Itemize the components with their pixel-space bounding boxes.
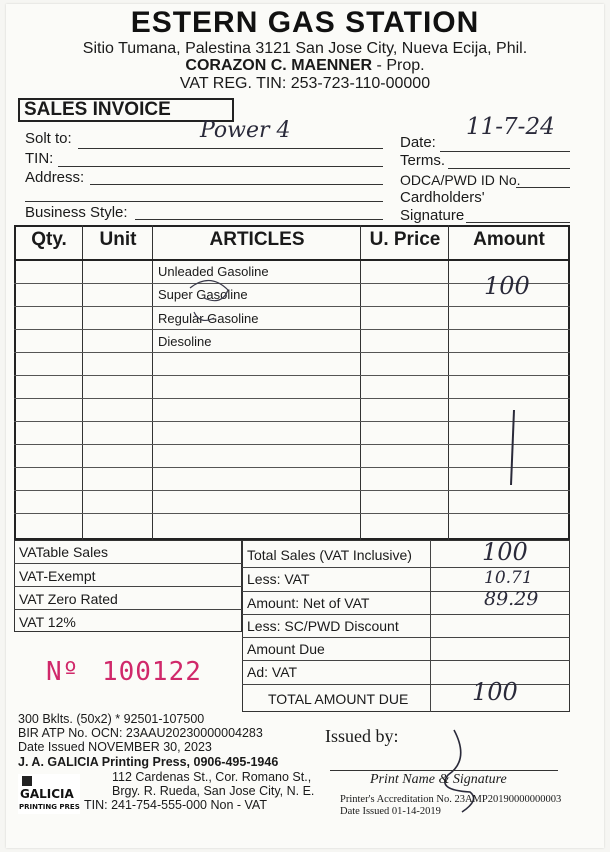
add-vat-label: Ad: VAT <box>247 664 298 680</box>
less-vat-value[interactable]: 10.71 <box>484 568 533 588</box>
terms-label: Terms. <box>400 152 445 169</box>
proprietor-name: CORAZON C. MAENNER <box>185 57 373 74</box>
proprietor-suffix: - Prop. <box>372 57 425 74</box>
vat-zero-rated-label: VAT Zero Rated <box>19 591 118 607</box>
totals-row-line <box>242 660 570 661</box>
vat-reg: VAT REG. TIN: 253-723-110-00000 <box>179 75 431 92</box>
business-style-label: Business Style: <box>25 204 128 221</box>
odca-label: ODCA/PWD ID No. <box>400 172 521 188</box>
vertical-stroke-mark <box>511 410 514 485</box>
printer-address-2: Brgy. R. Rueda, San Jose City, N. E. <box>112 784 315 798</box>
printer-address-1: 112 Cardenas St., Cor. Romano St., <box>112 770 312 784</box>
less-vat-label: Less: VAT <box>247 571 310 587</box>
totals-row-line <box>242 684 570 685</box>
tin-label: TIN: <box>25 150 54 167</box>
date-issued: Date Issued NOVEMBER 30, 2023 <box>18 740 212 754</box>
header-articles: ARTICLES <box>209 229 305 250</box>
bir-atp: BIR ATP No. OCN: 23AAU20230000004283 <box>18 726 263 740</box>
invoice-title: SALES INVOICE <box>18 98 234 122</box>
logo-text-1: GALICIA <box>20 787 74 801</box>
accreditation: Printer's Accreditation No. 23AMP20190000000003 <box>340 794 562 805</box>
totals-row-line <box>242 637 570 638</box>
totals-divider <box>430 540 431 712</box>
header-amount: Amount <box>473 229 545 250</box>
net-of-vat-value[interactable]: 89.29 <box>484 588 539 610</box>
total-amount-due-label: TOTAL AMOUNT DUE <box>268 691 409 707</box>
header-unit-price: U. Price <box>369 229 441 250</box>
totals-row-line <box>242 614 570 615</box>
logo-graphic <box>18 774 80 814</box>
address-label: Address: <box>25 169 85 186</box>
article-super: Super Gasoline <box>158 287 248 302</box>
serial-value: 100122 <box>101 657 202 687</box>
vat-exempt-label: VAT-Exempt <box>19 568 96 584</box>
print-name-label: Print Name & Signature <box>370 772 507 787</box>
sc-pwd-discount-label: Less: SC/PWD Discount <box>247 618 399 634</box>
printer-name: J. A. GALICIA Printing Press, 0906-495-1946 <box>18 755 279 769</box>
header-qty: Qty. <box>31 229 67 250</box>
printer-tin: TIN: 241-754-555-000 Non - VAT <box>84 798 267 812</box>
booklets-info: 300 Bklts. (50x2) * 92501-107500 <box>18 712 205 726</box>
logo-text-2: PRINTING PRESS <box>19 803 80 811</box>
total-amount-due-value[interactable]: 100 <box>472 678 518 706</box>
serial-number <box>46 657 202 687</box>
header-unit: Unit <box>99 229 137 250</box>
printer-logo <box>18 774 78 812</box>
amount-due-label: Amount Due <box>247 641 325 657</box>
date-value[interactable]: 11-7-24 <box>466 114 555 140</box>
serial-prefix: Nº <box>46 657 80 687</box>
article-unleaded: Unleaded Gasoline <box>158 264 269 279</box>
summary-row-line <box>14 586 242 587</box>
sold-to-value[interactable]: Power 4 <box>200 118 291 143</box>
summary-row-line <box>14 563 242 564</box>
total-sales-label: Total Sales (VAT Inclusive) <box>247 547 412 563</box>
scribble-mark <box>194 312 214 320</box>
total-sales-value[interactable]: 100 <box>482 538 528 566</box>
amount-value[interactable]: 100 <box>484 272 530 300</box>
article-regular: Regular Gasoline <box>158 311 259 326</box>
vat-12-label: VAT 12% <box>19 614 76 630</box>
accreditation-date: Date Issued 01-14-2019 <box>340 806 441 817</box>
issued-by-label: Issued by: <box>325 726 399 746</box>
sold-to-label: Solt to: <box>25 130 72 147</box>
vatable-sales-label: VATable Sales <box>19 544 108 560</box>
net-of-vat-label: Amount: Net of VAT <box>247 595 370 611</box>
cardholders-label: Cardholders' <box>400 189 485 206</box>
article-diesoline: Diesoline <box>158 334 212 349</box>
business-name: ESTERN GAS STATION <box>130 6 480 39</box>
business-address: Sitio Tumana, Palestina 3121 San Jose City, Nueva Ecija, Phil. <box>82 40 528 57</box>
signature-issued-line[interactable] <box>330 770 558 771</box>
signature-label: Signature <box>400 207 465 224</box>
summary-row-line <box>14 609 242 610</box>
scribble-mark <box>190 280 228 300</box>
date-label: Date: <box>400 134 436 151</box>
